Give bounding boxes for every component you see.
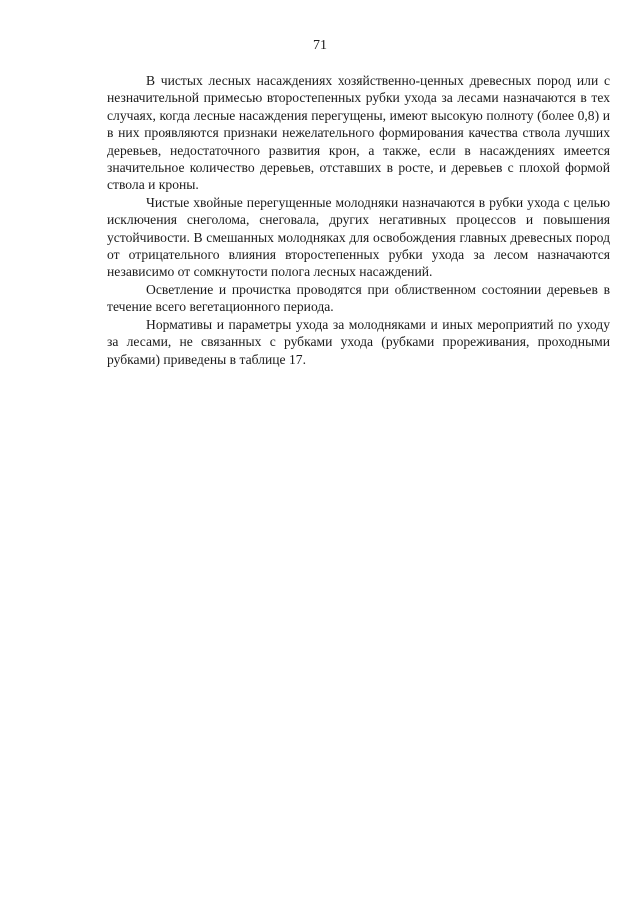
paragraph-lightening-cleaning: Осветление и прочистка проводятся при облиственном состоянии деревьев в течение всего вегетационного периода. (107, 281, 610, 315)
page-number: 71 (313, 38, 327, 53)
paragraph-norms-reference: Нормативы и параметры ухода за молодняками и иных мероприятий по уходу за лесами, не связанных с рубками ухода (рубками прореживания, проходными рубками) приведены в таблице 17. (107, 316, 610, 367)
paragraph-coniferous-young-stands: Чистые хвойные перегущенные молодняки назначаются в рубки ухода с целью исключения снеголома, снеговала, других негативных процессов и повышения устойчивости. В смешанных молодняках для освобождения главных древесных пород от отрицательного влияния второстепенных рубки ухода за лесом назначаются независимо от сомкнутости полога лесных насаждений. (107, 194, 610, 280)
paragraph-thinning-pure-stands: В чистых лесных насаждениях хозяйственно-ценных древесных пород или с незначительной примесью второстепенных рубки ухода за лесами назначаются в тех случаях, когда лесные насаждения перегущены, имеют высокую полноту (более 0,8) и в них проявляются признаки нежелательного формирования качества ствола лучших деревьев, недостаточного развития крон, а также, если в насаждениях имеется значительное количество деревьев, отставших в росте, и деревьев с плохой формой ствола и кроны. (107, 73, 610, 193)
body-text (107, 72, 610, 368)
